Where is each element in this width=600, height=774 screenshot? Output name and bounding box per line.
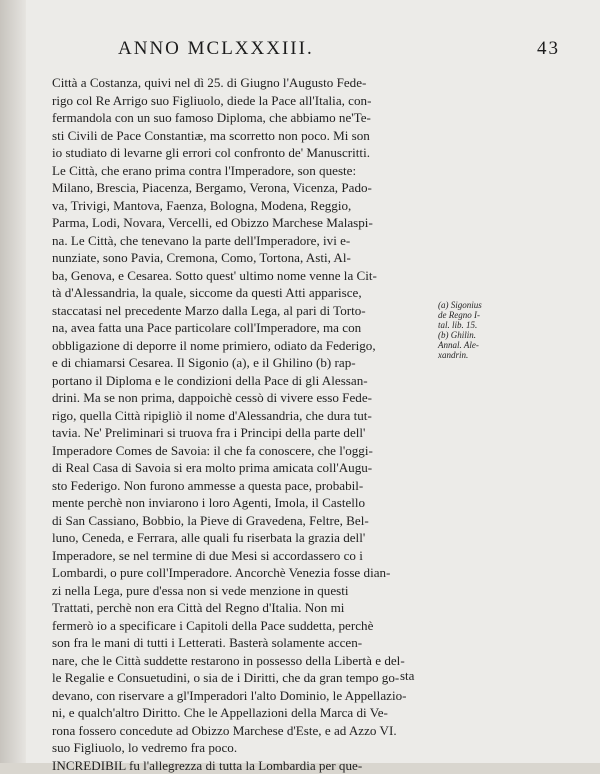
margin-note-line: Annal. Ale- bbox=[438, 340, 528, 350]
text-line: mente perchè non inviarono i loro Agenti, Imola, il Castello bbox=[52, 494, 436, 512]
text-line: rigo col Re Arrigo suo Figliuolo, diede la Pace all'Italia, con- bbox=[52, 92, 436, 110]
text-line: rigo, quella Città ripigliò il nome d'Alessandria, che dura tut- bbox=[52, 407, 436, 425]
text-line: staccatasi nel precedente Marzo dalla Lega, al pari di Torto- bbox=[52, 302, 436, 320]
text-line: sti Civili de Pace Constantiæ, ma scorretto non poco. Mi son bbox=[52, 127, 436, 145]
margin-note-line: de Regno I- bbox=[438, 310, 528, 320]
text-line: luno, Ceneda, e Ferrara, alle quali fu riserbata la grazia dell' bbox=[52, 529, 436, 547]
text-line: Imperadore, se nel termine di due Mesi si accordassero co i bbox=[52, 547, 436, 565]
text-line: son fra le mani di tutti i Letterati. Basterà solamente accen- bbox=[52, 634, 436, 652]
margin-notes bbox=[438, 300, 528, 360]
body-text bbox=[52, 74, 436, 774]
margin-note-line: (a) Sigonius bbox=[438, 300, 528, 310]
running-header bbox=[118, 38, 576, 60]
text-line: di San Cassiano, Bobbio, la Pieve di Gravedena, Feltre, Bel- bbox=[52, 512, 436, 530]
text-line: tà d'Alessandria, la quale, siccome da questi Atti apparisce, bbox=[52, 284, 436, 302]
text-line: suo Figliuolo, lo vedremo fra poco. bbox=[52, 739, 436, 757]
text-line: nare, che le Città suddette restarono in possesso della Libertà e del- bbox=[52, 652, 436, 670]
running-title: ANNO MCLXXXIII. bbox=[118, 38, 314, 60]
text-line: Trattati, perchè non era Città del Regno d'Italia. Non mi bbox=[52, 599, 436, 617]
text-line: devano, con riservare a gl'Imperadori l'alto Dominio, le Appellazio- bbox=[52, 687, 436, 705]
text-line: drini. Ma se non prima, dappoichè cessò di vivere esso Fede- bbox=[52, 389, 436, 407]
text-line: obbligazione di deporre il nome primiero, odiato da Federigo, bbox=[52, 337, 436, 355]
text-line: Parma, Lodi, Novara, Vercelli, ed Obizzo Marchese Malaspi- bbox=[52, 214, 436, 232]
text-line: di Real Casa di Savoia si era molto prima amicata coll'Augu- bbox=[52, 459, 436, 477]
margin-note-line: xandrin. bbox=[438, 350, 528, 360]
text-line: ba, Genova, e Cesarea. Sotto quest' ultimo nome venne la Cit- bbox=[52, 267, 436, 285]
text-line: na. Le Città, che tenevano la parte dell'Imperadore, ivi e- bbox=[52, 232, 436, 250]
text-line: Milano, Brescia, Piacenza, Bergamo, Verona, Vicenza, Pado- bbox=[52, 179, 436, 197]
catchword: sta bbox=[400, 668, 414, 684]
text-line: io studiato di levarne gli errori col confronto de' Manuscritti. bbox=[52, 144, 436, 162]
margin-note-line: tal. lib. 15. bbox=[438, 320, 528, 330]
text-line: fermerò io a specificare i Capitoli della Pace suddetta, perchè bbox=[52, 617, 436, 635]
text-line: nunziate, sono Pavia, Cremona, Como, Tortona, Asti, Al- bbox=[52, 249, 436, 267]
text-line: le Regalie e Consuetudini, o sia de i Diritti, che da gran tempo go- bbox=[52, 669, 436, 687]
text-line: portano il Diploma e le condizioni della Pace di gli Alessan- bbox=[52, 372, 436, 390]
text-line: fermandola con un suo famoso Diploma, che abbiamo ne'Te- bbox=[52, 109, 436, 127]
text-line: sto Federigo. Non furono ammesse a questa pace, probabil- bbox=[52, 477, 436, 495]
text-line: ni, e qualch'altro Diritto. Che le Appellazioni della Marca di Ve- bbox=[52, 704, 436, 722]
text-line: rona fossero concedute ad Obizzo Marchese d'Este, e ad Azzo VI. bbox=[52, 722, 436, 740]
text-line: va, Trivigi, Mantova, Faenza, Bologna, Modena, Reggio, bbox=[52, 197, 436, 215]
text-line: Imperadore Comes de Savoia: il che fa conoscere, che l'oggi- bbox=[52, 442, 436, 460]
text-line: INCREDIBIL fu l'allegrezza di tutta la Lombardia per que- bbox=[52, 757, 436, 774]
margin-note-line: (b) Ghilin. bbox=[438, 330, 528, 340]
text-line: e di chiamarsi Cesarea. Il Sigonio (a), e il Ghilino (b) rap- bbox=[52, 354, 436, 372]
text-line: na, avea fatta una Pace particolare coll'Imperadore, ma con bbox=[52, 319, 436, 337]
text-line: tavia. Ne' Preliminari si truova fra i Principi della parte dell' bbox=[52, 424, 436, 442]
text-line: Città a Costanza, quivi nel dì 25. di Giugno l'Augusto Fede- bbox=[52, 74, 436, 92]
text-line: Le Città, che erano prima contra l'Imperadore, son queste: bbox=[52, 162, 436, 180]
page-number: 43 bbox=[537, 38, 560, 60]
text-line: zi nella Lega, pure d'essa non si vede menzione in questi bbox=[52, 582, 436, 600]
text-line: Lombardi, o pure coll'Imperadore. Ancorchè Venezia fosse dian- bbox=[52, 564, 436, 582]
